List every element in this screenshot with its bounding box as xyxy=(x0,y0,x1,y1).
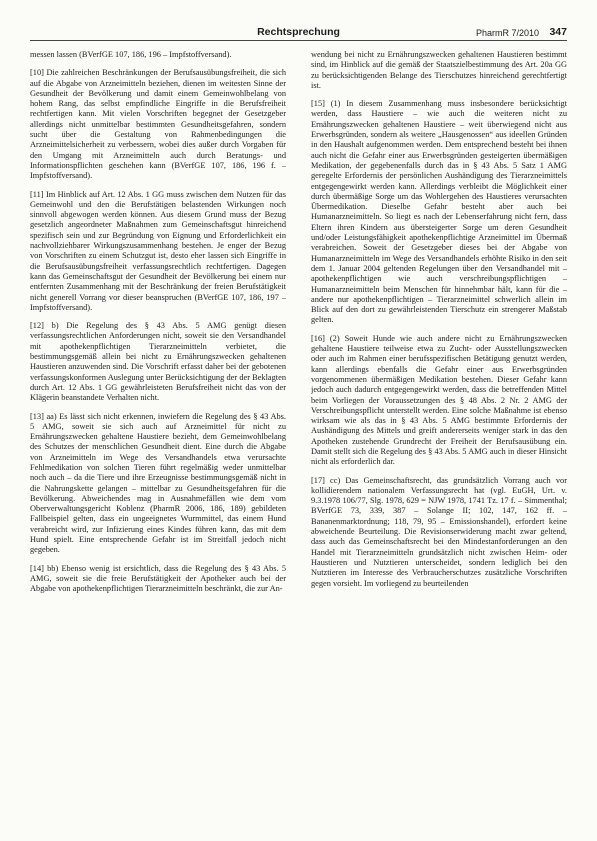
right-column xyxy=(311,50,567,829)
page-number: 347 xyxy=(545,26,567,38)
paragraph: [13] aa) Es lässt sich nicht erkennen, inwiefern die Regelung des § 43 Abs. 5 AMG, soweit sie sich auch auf Arzneimittel für nicht zu Ernährungszwecken gehaltene Haustiere bezieht, dem Gemeinwohlbelang des Schutzes der menschlichen Gesundheit dient. Eine durch die Abgabe von Arzneimitteln im Wege des Versandhandels etwa verursachte Fehlmedikation von solchen Tieren führt regelmäßig weder unmittelbar noch auch – da die Tiere und ihre Erzeugnisse bestimmungsgemäß nicht in die Nahrungskette gelangen – mittelbar zu Gesundheitsgefahren für die Bevölkerung. Abweichendes mag in Ausnahmefällen wie dem vom Oberverwaltungsgericht Koblenz (PharmR 2006, 186, 189) gebildeten Fallbeispiel gelten, dass ein ungeeignetes Wurmmittel, das einem Hund verabreicht wird, zur Infizierung eines Kindes führen kann, das mit dem Hund spielt. Eine entsprechende Gefahr ist im Streitfall jedoch nicht gegeben. xyxy=(30,411,286,555)
text-columns xyxy=(30,50,567,829)
paragraph: [17] cc) Das Gemeinschaftsrecht, das grundsätzlich Vorrang auch vor kollidierendem nationalem Verfassungsrecht hat (vgl. EuGH, Urt. v. 9.3.1978 106/77, Slg. 1978, 629 = NJW 1978, 1741 Tz. 17 f. – Simmenthal; BVerfGE 73, 339, 387 – Solange II; 102, 147, 162 ff. – Bananenmarktordnung; 118, 79, 95 – Emissionshandel), erfordert keine abweichende Beurteilung. Die Revisionserwiderung macht zwar geltend, dass auch das Gemeinschaftsrecht bei den Mindestanforderungen an den Handel mit Tierarzneimitteln grundsätzlich nicht zwischen Heim- oder Haustieren und Nutztieren unterscheidet, sondern lediglich bei den Nutztieren im Interesse des Verbraucherschutzes zusätzliche Vorschriften gegen vorsieht. Im vorliegend zu beurteilenden xyxy=(311,475,567,588)
paragraph: [14] bb) Ebenso wenig ist ersichtlich, dass die Regelung des § 43 Abs. 5 AMG, soweit sie die freie Berufstätigkeit der Apotheker auch bei der Abgabe von apothekenpflichtigen Tierarzneimitteln beschränkt, die zur An- xyxy=(30,563,286,594)
header-rule xyxy=(30,40,567,41)
paragraph: wendung bei nicht zu Ernährungszwecken gehaltenen Haustieren bestimmt sind, im Hinblick auf die gemäß der Staatszielbestimmung des Art. 20a GG zu berücksichtigenden Belange des Tierschutzes hinreichend gerechtfertigt ist. xyxy=(311,50,567,90)
paragraph: [15] (1) In diesem Zusammenhang muss insbesondere berücksichtigt werden, dass Haustiere – wie auch die weiteren nicht zu Ernährungszwecken gehaltenen Haustiere – weit überwiegend nicht aus Erwerbsgründen, sondern als weitere „Hausgenossen“ aus ideellen Gründen in den Haushalt aufgenommen werden. Dem entsprechend besteht bei ihnen auch nicht die Gefahr einer aus Erwerbsgründen gesteigerten übermäßigen Medikation, der gegebenenfalls durch das in § 43 Abs. 5 Satz 1 AMG geregelte Erfordernis der persönlichen Aushändigung des Tierarzneimittels entgegengewirkt werden kann. Allerdings verbleibt die Möglichkeit einer durch übermäßige Sorge um das Wohlergehen des Haustieres verursachten Übermedikation. Dieselbe Gefahr besteht aber auch bei Humanarzneimitteln. So liegt es nach der Lebenserfahrung nicht fern, dass Eltern ihren Kindern aus übersteigerter Sorge um deren Gesundheit und/oder Leistungsfähigkeit apothekenpflichtige Arzneimittel im Übermaß verabreichen. Soweit der Gesetzgeber dieses bei der Abgabe von Humanarzneimitteln im Wege des Versandhandels erhöhte Risiko in den seit dem 1. Januar 2004 geltenden Regelungen über den Versandhandel mit – apothekenpflichtigen wie auch verschreibungspflichtigen – Humanarzneimitteln beim Menschen für hinnehmbar hält, kann für die – andere nur apothekenpflichtigen – Tierarzneimittel schwerlich allein im Blick auf den dort zu gewährleistenden Tierschutz ein strengerer Maßstab gelten. xyxy=(311,99,567,325)
paragraph: [11] Im Hinblick auf Art. 12 Abs. 1 GG muss zwischen dem Nutzen für das Gemeinwohl und den die Berufstätigen belastenden Wirkungen noch sinnvoll abgewogen werden können. Aus diesem Grund muss der Bezug gesetzlich angeordneter Maßnahmen zum Gemeinschaftsgut hinreichend spezifisch sein und zur Begründung von Eignung und Erforderlichkeit ein nachvollziehbarer Wirkungszusammenhang bestehen. Je enger der Bezug von Vorschriften zu einem Schutzgut ist, desto eher lassen sich Eingriffe in die Berufsausübungsfreiheit verfassungsrechtlich rechtfertigen. Dagegen kann das Gemeinschaftsgut der Gesundheit der Bevölkerung bei einem nur entfernten Zusammenhang mit der Beschränkung der freien Berufstätigkeit nicht generell Vorrang vor dieser beanspruchen (BVerfGE 107, 186, 197 – Impfstoffversand). xyxy=(30,189,286,312)
paragraph: [10] Die zahlreichen Beschränkungen der Berufsausübungsfreiheit, die sich auf die Abgabe von Arzneimitteln beziehen, dienen im weitesten Sinne der Gesundheit der Bevölkerung und damit einem Gemeinwohlbelang von hohem Rang, das selbst empfindliche Eingriffe in die Berufsfreiheit rechtfertigen kann. Mit vielen Vorschriften begegnet der Gesetzgeber allerdings nicht unmittelbar bestimmten Gesundheitsgefahren, sondern sucht über die Gestaltung von Rahmenbedingungen die Arzneimittelsicherheit zu verbessern, wobei dies außer durch Vorgaben für den Umgang mit Arzneimitteln auch durch Beratungs- und Informationspflichten geschehen kann (BVerfGE 107, 186, 196 f. – Impfstoffversand). xyxy=(30,68,286,181)
left-column xyxy=(30,50,286,829)
section-title: Rechtsprechung xyxy=(249,26,348,38)
paragraph: [12] b) Die Regelung des § 43 Abs. 5 AMG genügt diesen verfassungsrechtlichen Anforderungen nicht, soweit sie den Versandhandel mit apothekenpflichtigen Tierarzneimitteln verbietet, die bestimmungsgemäß allein bei nicht zu Ernährungszwecken gehaltenen Haustieren anzuwenden sind. Die Vorschrift erfasst daher bei der gebotenen verfassungskonformen Auslegung unter Berücksichtigung der der Beklagten durch Art. 12 Abs. 1 GG gewährleisteten Berufsfreiheit nicht das von der Klägerin beanstandete Verhalten nicht. xyxy=(30,321,286,403)
journal-citation: PharmR 7/2010 xyxy=(470,28,539,38)
paragraph: messen lassen (BVerfGE 107, 186, 196 – Impfstoffversand). xyxy=(30,50,232,59)
paragraph: [16] (2) Soweit Hunde wie auch andere nicht zu Ernährungszwecken gehaltene Haustiere teilweise etwa zu Zucht- oder Ausstellungszwecken oder auch im Rahmen einer berufsspezifischen Betätigung genutzt werden, kann allerdings ebenfalls die Gefahr einer aus Erwerbsgründen vorgenommenen übermäßigen Medikation bestehen. Dieser Gefahr kann jedoch auch dadurch entgegengewirkt werden, dass die betreffenden Mittel beim Vorliegen der Voraussetzungen des § 48 Abs. 2 Nr. 2 AMG der Verschreibungspflicht unterstellt werden. Eine solche Maßnahme ist ebenso wirksam wie als das in § 43 Abs. 5 AMG bestimmte Erfordernis der Aushändigung des Mittels und greift andererseits weniger stark in das den Apotheken zustehende Grundrecht der Freiheit der Berufsausübung ein. Damit stellt sich die Regelung des § 43 Abs. 5 AMG auch in dieser Hinsicht nicht als erforderlich dar. xyxy=(311,333,567,467)
running-header xyxy=(30,26,567,44)
